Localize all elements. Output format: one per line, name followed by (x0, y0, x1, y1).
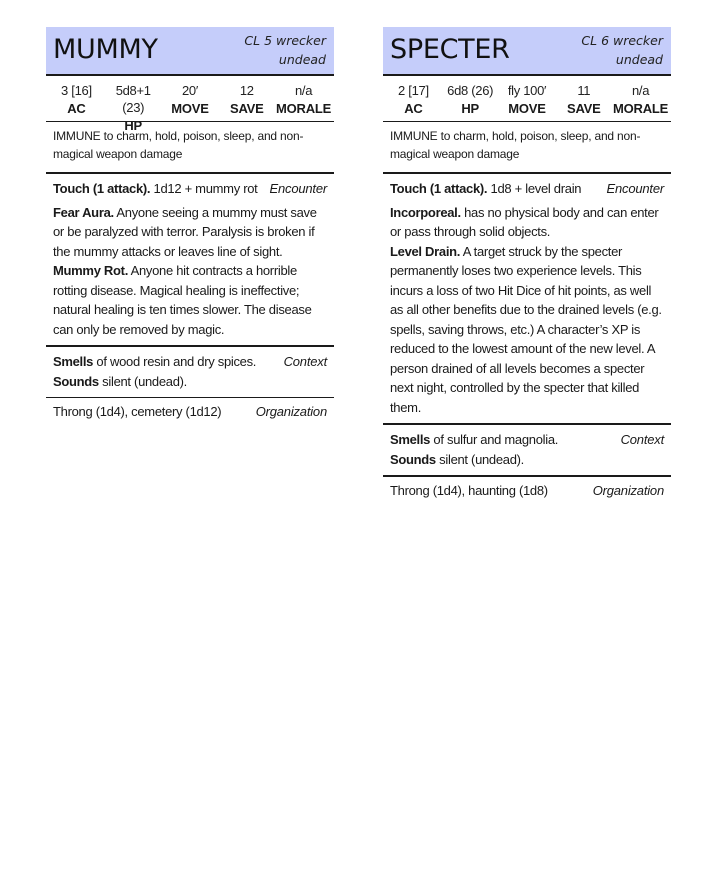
ability-name: Level Drain. (390, 243, 461, 259)
ability-text: Anyone hit contracts a horrible rotting disease. Magical healing is ineffective; natural healing is ten times slower. The disease can only be removed by magic. (53, 263, 312, 337)
stat-label: AC (404, 101, 423, 116)
attack-row (53, 179, 327, 199)
stat-move (499, 76, 556, 121)
encounter-section (383, 174, 671, 423)
monster-card-mummy (46, 27, 334, 426)
stat-value: 6d8 (26) (447, 83, 494, 98)
stat-hp (105, 76, 162, 133)
card-header (383, 27, 671, 74)
smells-row (390, 430, 664, 450)
cl-line-1: CL 5 wrecker (244, 33, 326, 48)
context-tag: Context (283, 354, 327, 369)
monster-card-specter (383, 27, 671, 505)
ability (53, 203, 327, 262)
smells-label: Smells (390, 432, 431, 447)
stat-label: MOVE (171, 101, 209, 116)
stat-morale (612, 76, 669, 121)
attack-text: 1d12 + mummy rot (150, 181, 258, 196)
ability-name: Incorporeal. (390, 204, 461, 220)
cl-line-2: undead (278, 52, 326, 67)
stat-ac (48, 76, 105, 121)
stat-block (383, 76, 671, 121)
stat-block (46, 76, 334, 133)
monster-name: SPECTER (390, 34, 510, 65)
ability (53, 261, 327, 339)
sounds-line (390, 450, 664, 470)
challenge-level (244, 31, 326, 69)
stat-value: 5d8+1 (23) (115, 83, 151, 115)
encounter-tag: Encounter (269, 181, 327, 196)
stat-morale (275, 76, 332, 121)
stat-value: 11 (577, 83, 591, 98)
attack-line (390, 179, 581, 199)
stat-value: 12 (239, 83, 254, 98)
card-header (46, 27, 334, 74)
smells-text: of sulfur and magnolia. (430, 432, 559, 447)
cl-line-2: undead (615, 52, 663, 67)
organization-row (383, 477, 671, 505)
attack-name: Touch (1 attack). (390, 181, 488, 196)
context-section (383, 425, 671, 475)
ability-text: A target struck by the specter permanently loses two experience levels. This incurs a loss of two Hit Dice of hit points, as well as all other benefits due to the drained levels (e.g. spells, saving throws, etc.) A character’s XP is reduced to the lowest amount of the new level. A person drained of all levels becomes a specter next night, controlled by the specter that killed them. (390, 243, 662, 415)
smells-label: Smells (53, 354, 94, 369)
encounter-section (46, 174, 334, 345)
stat-hp (442, 76, 499, 121)
organization-row (46, 398, 334, 426)
stat-value: n/a (632, 83, 650, 98)
stat-move (162, 76, 219, 121)
sounds-label: Sounds (53, 373, 99, 389)
sounds-line (53, 372, 327, 392)
stat-ac (385, 76, 442, 121)
stat-value: fly 100′ (507, 83, 547, 98)
attack-line (53, 179, 257, 199)
stat-value: 2 [17] (398, 83, 429, 98)
stat-save (555, 76, 612, 121)
attack-text: 1d8 + level drain (487, 181, 582, 196)
ability-name: Mummy Rot. (53, 263, 129, 278)
ability-text: has no physical body and can enter or pass through solid objects. (390, 204, 659, 239)
stat-label: HP (461, 101, 480, 116)
stat-label: MORALE (276, 101, 332, 116)
organization-text: Throng (1d4), cemetery (1d12) (53, 404, 222, 419)
stat-label: HP (124, 118, 143, 133)
ability (390, 203, 664, 242)
stat-save (218, 76, 275, 121)
sounds-text: silent (undead). (98, 373, 187, 389)
organization-tag: Organization (592, 483, 664, 498)
attack-name: Touch (1 attack). (53, 181, 151, 196)
stat-label: MORALE (613, 101, 669, 116)
smells-row (53, 352, 327, 372)
smells-line (53, 352, 256, 372)
organization-text: Throng (1d4), haunting (1d8) (390, 483, 548, 498)
ability (390, 242, 664, 418)
cl-line-1: CL 6 wrecker (581, 33, 663, 48)
challenge-level (581, 31, 663, 69)
sounds-text: silent (undead). (435, 451, 524, 467)
immunities: IMMUNE to charm, hold, poison, sleep, and non-magical weapon damage (46, 121, 334, 172)
organization-tag: Organization (255, 404, 327, 419)
stat-label: SAVE (566, 101, 601, 116)
stat-label: SAVE (229, 101, 264, 116)
monster-name: MUMMY (53, 34, 158, 65)
stat-value: 3 [16] (61, 83, 92, 98)
smells-line (390, 430, 558, 450)
stat-value: n/a (295, 83, 313, 98)
context-tag: Context (620, 432, 664, 447)
attack-row (390, 179, 664, 199)
stat-value: 20′ (181, 83, 198, 98)
stat-label: MOVE (508, 101, 546, 116)
ability-name: Fear Aura. (53, 204, 114, 220)
encounter-tag: Encounter (606, 181, 664, 196)
stat-label: AC (67, 101, 86, 116)
smells-text: of wood resin and dry spices. (93, 354, 257, 369)
immunities: IMMUNE to charm, hold, poison, sleep, and non-magical weapon damage (383, 121, 671, 172)
ability-text: Anyone seeing a mummy must save or be paralyzed with terror. Paralysis is broken if the mummy attacks or leaves line of sight. (53, 204, 317, 259)
context-section (46, 347, 334, 397)
sounds-label: Sounds (390, 451, 436, 467)
